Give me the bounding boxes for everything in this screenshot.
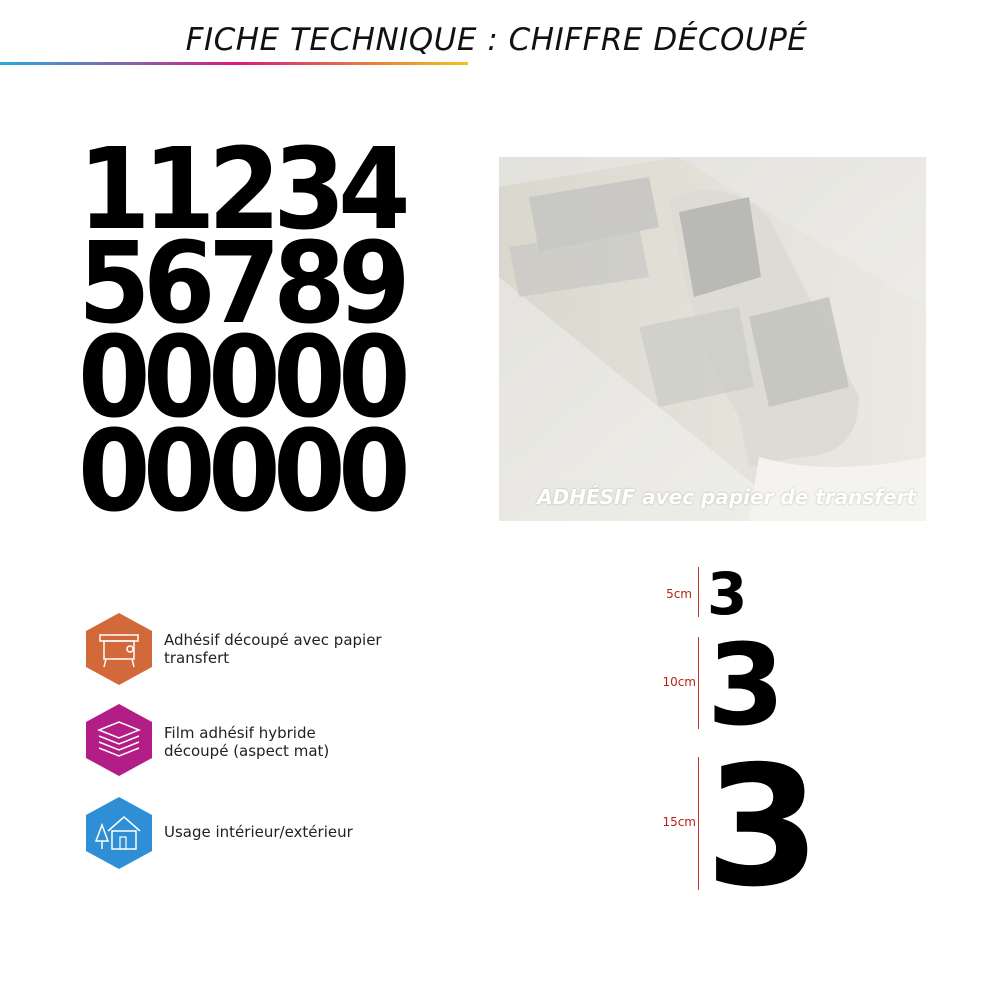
feature-line: Film adhésif hybride (164, 724, 316, 742)
digit-row: 00000 (78, 407, 404, 537)
size-sample-5cm: 3 (707, 560, 748, 628)
indoor-outdoor-house-icon (86, 797, 152, 869)
size-line (698, 567, 699, 617)
digit-sample-block (78, 125, 431, 537)
plotter-cutter-icon (86, 613, 152, 685)
size-sample-15cm: 3 (705, 731, 821, 924)
digit-row: 11234 (78, 125, 404, 255)
size-label-15cm: 15cm (662, 815, 696, 829)
feature-text (164, 823, 353, 841)
size-label-10cm: 10cm (662, 675, 696, 689)
feature-item-adhesive (86, 613, 426, 685)
layered-film-icon (86, 704, 152, 776)
transfer-tape-photo (499, 157, 926, 521)
feature-line: Adhésif découpé avec papier (164, 631, 382, 649)
photo-caption (537, 485, 916, 509)
feature-line: transfert (164, 649, 230, 667)
feature-item-usage (86, 797, 426, 869)
feature-line: Usage intérieur/extérieur (164, 823, 353, 841)
size-line (698, 637, 699, 729)
size-label-5cm: 5cm (666, 587, 692, 601)
digit-row: 00000 (78, 313, 404, 443)
size-line (698, 757, 699, 890)
title-underline (0, 62, 468, 65)
photo-caption-bold: ADHÉSIF (537, 485, 636, 509)
feature-line: découpé (aspect mat) (164, 742, 330, 760)
feature-text (164, 724, 329, 760)
page-title: FICHE TECHNIQUE : CHIFFRE DÉCOUPÉ (185, 22, 808, 58)
photo-caption-rest: avec papier de transfert (635, 485, 916, 509)
feature-text (164, 631, 382, 667)
feature-item-film (86, 704, 426, 776)
size-sample-10cm: 3 (707, 621, 785, 751)
digit-row: 56789 (78, 219, 404, 349)
transfer-tape-illustration (499, 157, 926, 521)
